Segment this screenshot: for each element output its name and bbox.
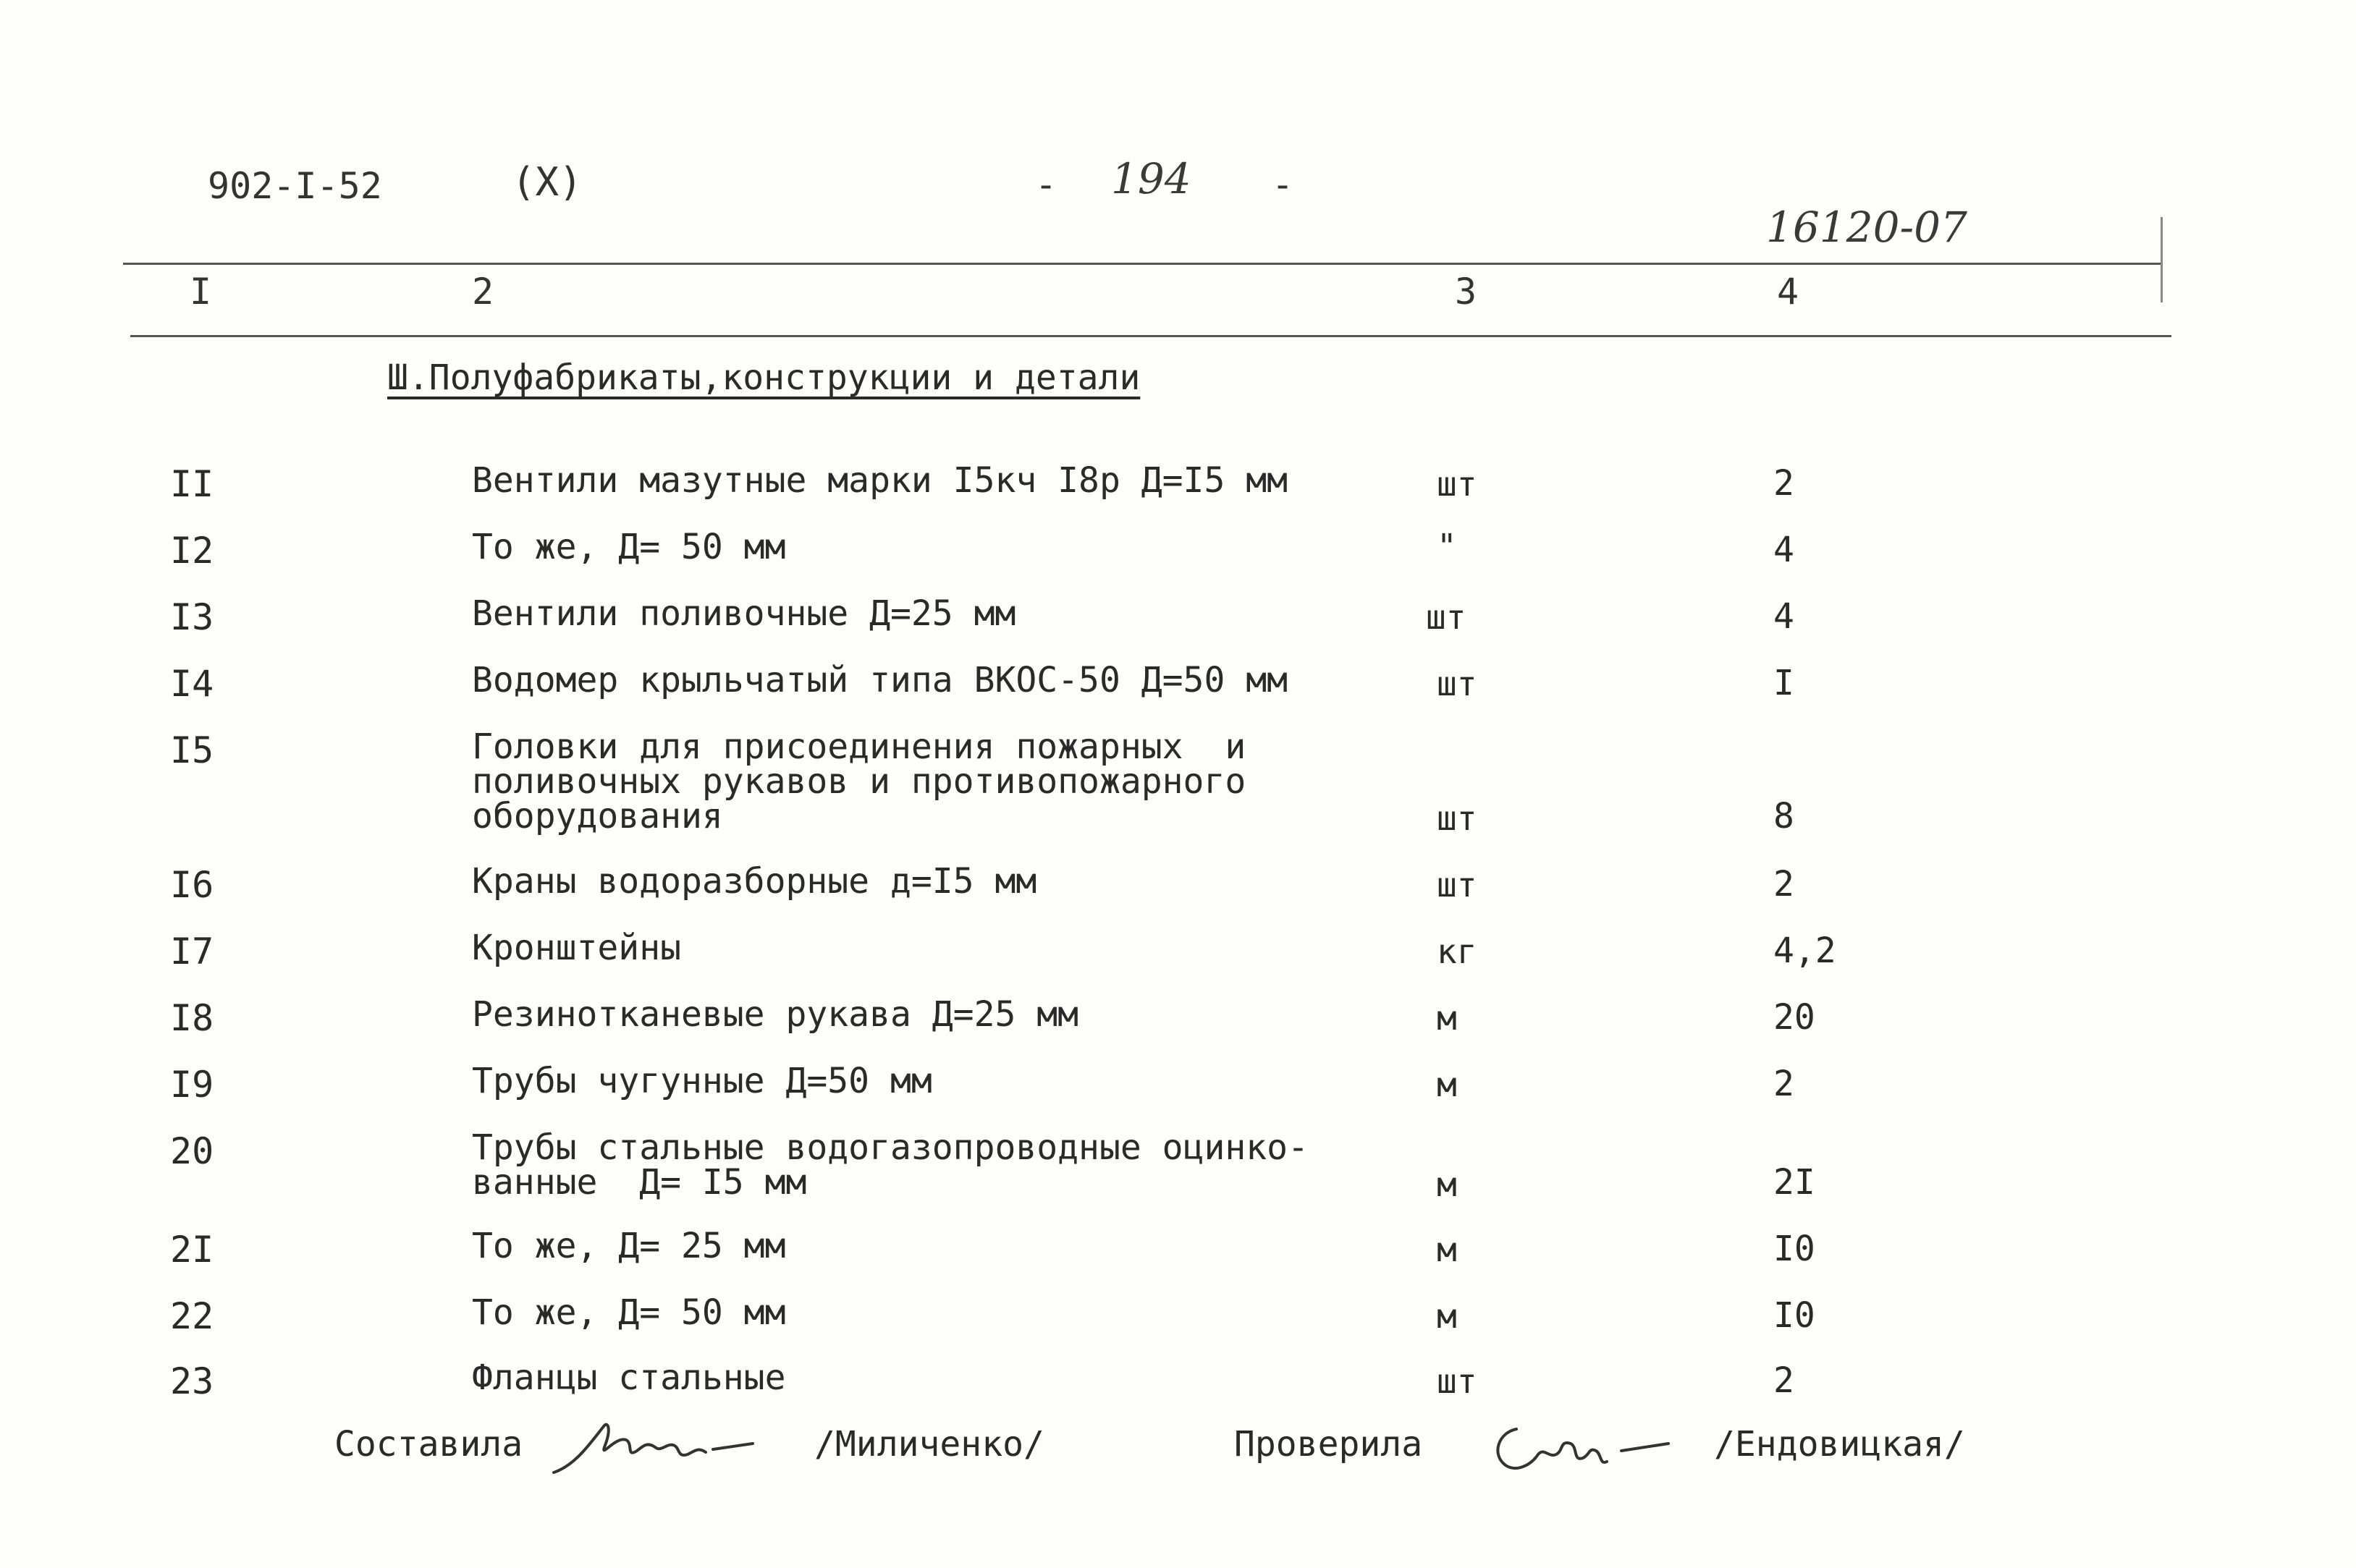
row-quantity: 2 (1773, 864, 1794, 904)
row-unit: м (1437, 1165, 1457, 1204)
row-unit: м (1437, 999, 1457, 1038)
page-number: 194 (1111, 154, 1191, 203)
row-quantity: 4 (1773, 530, 1794, 570)
row-item-name: Фланцы стальные (472, 1357, 786, 1398)
row-number: I2 (170, 530, 214, 572)
table-header-rule (130, 335, 2171, 337)
row-quantity: I (1773, 663, 1794, 703)
row-number: 20 (170, 1130, 214, 1172)
row-quantity: 4,2 (1773, 931, 1836, 971)
row-item-name: Вентили мазутные марки I5кч I8р Д=I5 мм (472, 460, 1288, 501)
row-item-name: Трубы чугунные Д=50 мм (472, 1061, 932, 1101)
row-number: 23 (170, 1360, 214, 1402)
row-item-name: Краны водоразборные д=I5 мм (472, 861, 1037, 902)
row-unit: м (1437, 1065, 1457, 1104)
row-number: I9 (170, 1064, 214, 1106)
table-right-edge (2161, 217, 2163, 302)
row-unit: м (1437, 1230, 1457, 1269)
dash-right: - (1272, 164, 1294, 205)
row-item-name: То же, Д= 25 мм (472, 1226, 786, 1266)
checked-label: Проверила (1234, 1424, 1423, 1465)
column-number-4: 4 (1777, 271, 1799, 313)
row-item-name: То же, Д= 50 мм (472, 527, 786, 567)
row-quantity: 2 (1773, 463, 1794, 504)
column-number-1: I (190, 271, 212, 313)
row-unit: шт (1437, 865, 1477, 904)
row-item-name: Кронштейны (472, 928, 681, 968)
row-unit: шт (1437, 664, 1477, 703)
checker-signature (1487, 1415, 1676, 1480)
table-top-rule (123, 263, 2161, 265)
row-quantity: 2I (1773, 1162, 1815, 1203)
row-number: II (170, 463, 214, 505)
volume-mark: (X) (512, 159, 583, 205)
row-item-name: Вентили поливочные Д=25 мм (472, 593, 1016, 634)
row-number: I6 (170, 864, 214, 906)
row-quantity: 20 (1773, 997, 1815, 1038)
row-unit: шт (1437, 799, 1477, 838)
compiled-label: Составила (334, 1424, 523, 1465)
row-item-name: Водомер крыльчатый типа ВКОС-50 Д=50 мм (472, 660, 1288, 700)
row-unit: шт (1437, 465, 1477, 504)
compiled-name: /Миличенко/ (814, 1424, 1044, 1465)
row-number: I4 (170, 663, 214, 705)
row-number: I3 (170, 596, 214, 638)
archive-code: 16120-07 (1766, 203, 1967, 252)
row-quantity: 2 (1773, 1360, 1794, 1401)
row-quantity: 4 (1773, 596, 1794, 637)
column-number-2: 2 (472, 271, 494, 313)
row-unit: шт (1426, 598, 1466, 637)
row-unit: шт (1437, 1362, 1477, 1401)
compiler-signature (546, 1415, 756, 1480)
row-quantity: I0 (1773, 1295, 1815, 1336)
row-unit: кг (1437, 932, 1477, 971)
row-item-name: Резинотканевые рукава Д=25 мм (472, 994, 1079, 1035)
doc-code: 902-I-52 (208, 165, 382, 207)
dash-left: - (1035, 164, 1057, 205)
row-number: 22 (170, 1295, 214, 1337)
row-number: 2I (170, 1229, 214, 1271)
checked-name: /Ендовицкая/ (1714, 1424, 1965, 1465)
row-number: I7 (170, 931, 214, 972)
row-quantity: 2 (1773, 1064, 1794, 1104)
row-quantity: 8 (1773, 796, 1794, 836)
row-unit: " (1437, 527, 1457, 566)
row-unit: м (1437, 1297, 1457, 1336)
row-number: I8 (170, 997, 214, 1039)
row-item-name: То же, Д= 50 мм (472, 1292, 786, 1333)
row-number: I5 (170, 729, 214, 771)
section-title: Ш.Полуфабрикаты,конструкции и детали (387, 357, 1141, 398)
row-item-name: Трубы стальные водогазопроводные оцинко- ванные Д= I5 мм (472, 1127, 1309, 1203)
row-quantity: I0 (1773, 1229, 1815, 1269)
column-number-3: 3 (1455, 271, 1477, 313)
row-item-name: Головки для присоединения пожарных и поливочных рукавов и противопожарного оборудования (472, 726, 1246, 836)
